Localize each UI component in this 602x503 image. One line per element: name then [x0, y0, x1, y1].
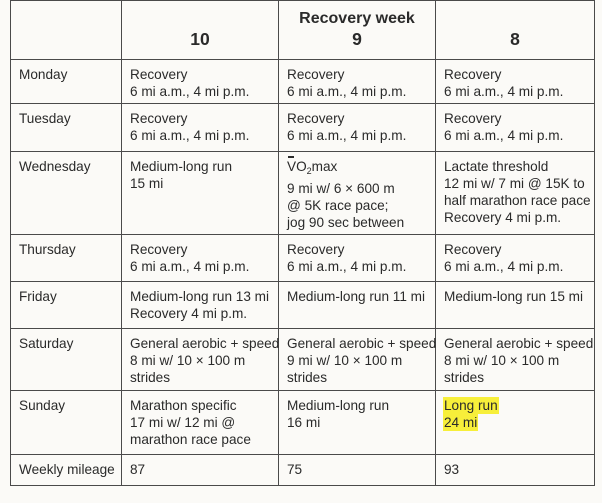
- vo-text: VO: [287, 159, 307, 174]
- workout-line: Recovery: [130, 67, 188, 82]
- workout-cell: [436, 104, 595, 152]
- workout-line: 6 mi a.m., 4 mi p.m.: [287, 259, 407, 274]
- workout-line: 6 mi a.m., 4 mi p.m.: [130, 84, 250, 99]
- workout-cell: [436, 282, 595, 329]
- mileage-cell: [122, 455, 279, 486]
- week-number: 9: [352, 29, 362, 49]
- highlight-mark: 24 mi: [444, 415, 478, 430]
- workout-line: 8 mi w/ 10 × 100 m: [130, 353, 246, 368]
- table-row: [11, 235, 595, 282]
- workout-cell-highlighted: [436, 391, 595, 455]
- workout-line: 16 mi: [287, 415, 321, 430]
- mileage-value: 87: [130, 462, 146, 477]
- vo2-subscript: 2: [306, 166, 312, 176]
- workout-line: strides: [130, 370, 171, 385]
- week-number: 8: [510, 29, 520, 49]
- day-cell: [11, 282, 122, 329]
- header-day-cell: [11, 1, 122, 60]
- workout-line: 12 mi w/ 7 mi @ 15K to: [444, 176, 585, 191]
- table-row: [11, 329, 595, 391]
- workout-cell: [122, 391, 279, 455]
- mileage-value: 93: [444, 462, 460, 477]
- header-week-10: [122, 1, 279, 60]
- day-label: Thursday: [19, 242, 76, 257]
- workout-line: Marathon specific: [130, 398, 237, 413]
- workout-cell: [436, 235, 595, 282]
- workout-line: 6 mi a.m., 4 mi p.m.: [444, 84, 564, 99]
- workout-line: strides: [444, 370, 485, 385]
- table-row: [11, 455, 595, 486]
- workout-line: General aerobic + speed: [287, 336, 437, 351]
- workout-line: Recovery: [287, 111, 345, 126]
- workout-line: half marathon race pace: [444, 193, 591, 208]
- workout-cell: [279, 104, 436, 152]
- day-cell: [11, 235, 122, 282]
- mileage-cell: [436, 455, 595, 486]
- workout-line: Medium-long run 15 mi: [444, 289, 584, 304]
- workout-line: @ 5K race pace;: [287, 198, 389, 213]
- table-row: [11, 282, 595, 329]
- workout-line: 6 mi a.m., 4 mi p.m.: [130, 259, 250, 274]
- workout-line: General aerobic + speed: [444, 336, 594, 351]
- workout-line: 9 mi w/ 10 × 100 m: [287, 353, 403, 368]
- workout-line: Recovery: [287, 67, 345, 82]
- week-number: 10: [190, 29, 210, 49]
- workout-line: Recovery: [444, 67, 502, 82]
- workout-line: 6 mi a.m., 4 mi p.m.: [287, 128, 407, 143]
- day-cell: [11, 391, 122, 455]
- header-row: [11, 1, 595, 60]
- highlighted-line: [444, 414, 594, 431]
- day-cell: [11, 152, 122, 235]
- workout-cell: [436, 329, 595, 391]
- recovery-week-label: Recovery week: [299, 10, 415, 27]
- workout-cell: [122, 152, 279, 235]
- table-row: [11, 391, 595, 455]
- workout-line: Medium-long run: [130, 159, 232, 174]
- weekly-mileage-label: Weekly mileage: [19, 462, 115, 477]
- workout-line: 6 mi a.m., 4 mi p.m.: [444, 128, 564, 143]
- workout-cell: [122, 235, 279, 282]
- workout-line: Recovery: [444, 242, 502, 257]
- day-cell: [11, 104, 122, 152]
- table-row: [11, 60, 595, 104]
- workout-line: Recovery 4 mi p.m.: [130, 306, 248, 321]
- workout-cell: [279, 282, 436, 329]
- vo2max-line: [287, 158, 435, 180]
- workout-line: 9 mi w/ 6 × 600 m: [287, 181, 395, 196]
- workout-line: Recovery 4 mi p.m.: [444, 210, 562, 225]
- workout-cell: [436, 60, 595, 104]
- day-cell: [11, 60, 122, 104]
- workout-line: 17 mi w/ 12 mi @: [130, 415, 236, 430]
- workout-line: Medium-long run 13 mi: [130, 289, 270, 304]
- max-text: max: [311, 159, 338, 174]
- workout-line: strides: [287, 370, 328, 385]
- workout-line: Recovery: [444, 111, 502, 126]
- workout-line: 15 mi: [130, 176, 164, 191]
- header-week-8: [436, 1, 595, 60]
- workout-line: 6 mi a.m., 4 mi p.m.: [130, 128, 250, 143]
- workout-cell: [122, 329, 279, 391]
- workout-line: 8 mi w/ 10 × 100 m: [444, 353, 560, 368]
- workout-line: Recovery: [287, 242, 345, 257]
- workout-line: Medium-long run 11 mi: [287, 289, 426, 304]
- workout-cell: [279, 152, 436, 235]
- day-label: Saturday: [19, 336, 74, 351]
- day-label: Friday: [19, 289, 57, 304]
- workout-line: Recovery: [130, 242, 188, 257]
- workout-cell: [436, 152, 595, 235]
- workout-cell: [279, 391, 436, 455]
- header-week-9: [279, 1, 436, 60]
- highlight-mark: Long run: [444, 398, 498, 413]
- training-schedule-table: [10, 0, 595, 486]
- workout-cell: [279, 60, 436, 104]
- workout-cell: [122, 60, 279, 104]
- day-cell: [11, 455, 122, 486]
- day-cell: [11, 329, 122, 391]
- highlighted-line: [444, 397, 594, 414]
- workout-line: Medium-long run: [287, 398, 389, 413]
- workout-cell: [122, 104, 279, 152]
- table-row: [11, 104, 595, 152]
- workout-line: jog 90 sec between: [287, 215, 405, 230]
- workout-line: 6 mi a.m., 4 mi p.m.: [444, 259, 564, 274]
- workout-cell: [122, 282, 279, 329]
- day-label: Tuesday: [19, 111, 71, 126]
- day-label: Monday: [19, 67, 68, 82]
- workout-cell: [279, 235, 436, 282]
- workout-line: marathon race pace: [130, 432, 251, 447]
- workout-line: General aerobic + speed: [130, 336, 280, 351]
- workout-line: 6 mi a.m., 4 mi p.m.: [287, 84, 407, 99]
- day-label: Sunday: [19, 398, 66, 413]
- day-label: Wednesday: [19, 159, 91, 174]
- table-row: [11, 152, 595, 235]
- mileage-cell: [279, 455, 436, 486]
- workout-cell: [279, 329, 436, 391]
- workout-line: Recovery: [130, 111, 188, 126]
- workout-line: Lactate threshold: [444, 159, 549, 174]
- mileage-value: 75: [287, 462, 303, 477]
